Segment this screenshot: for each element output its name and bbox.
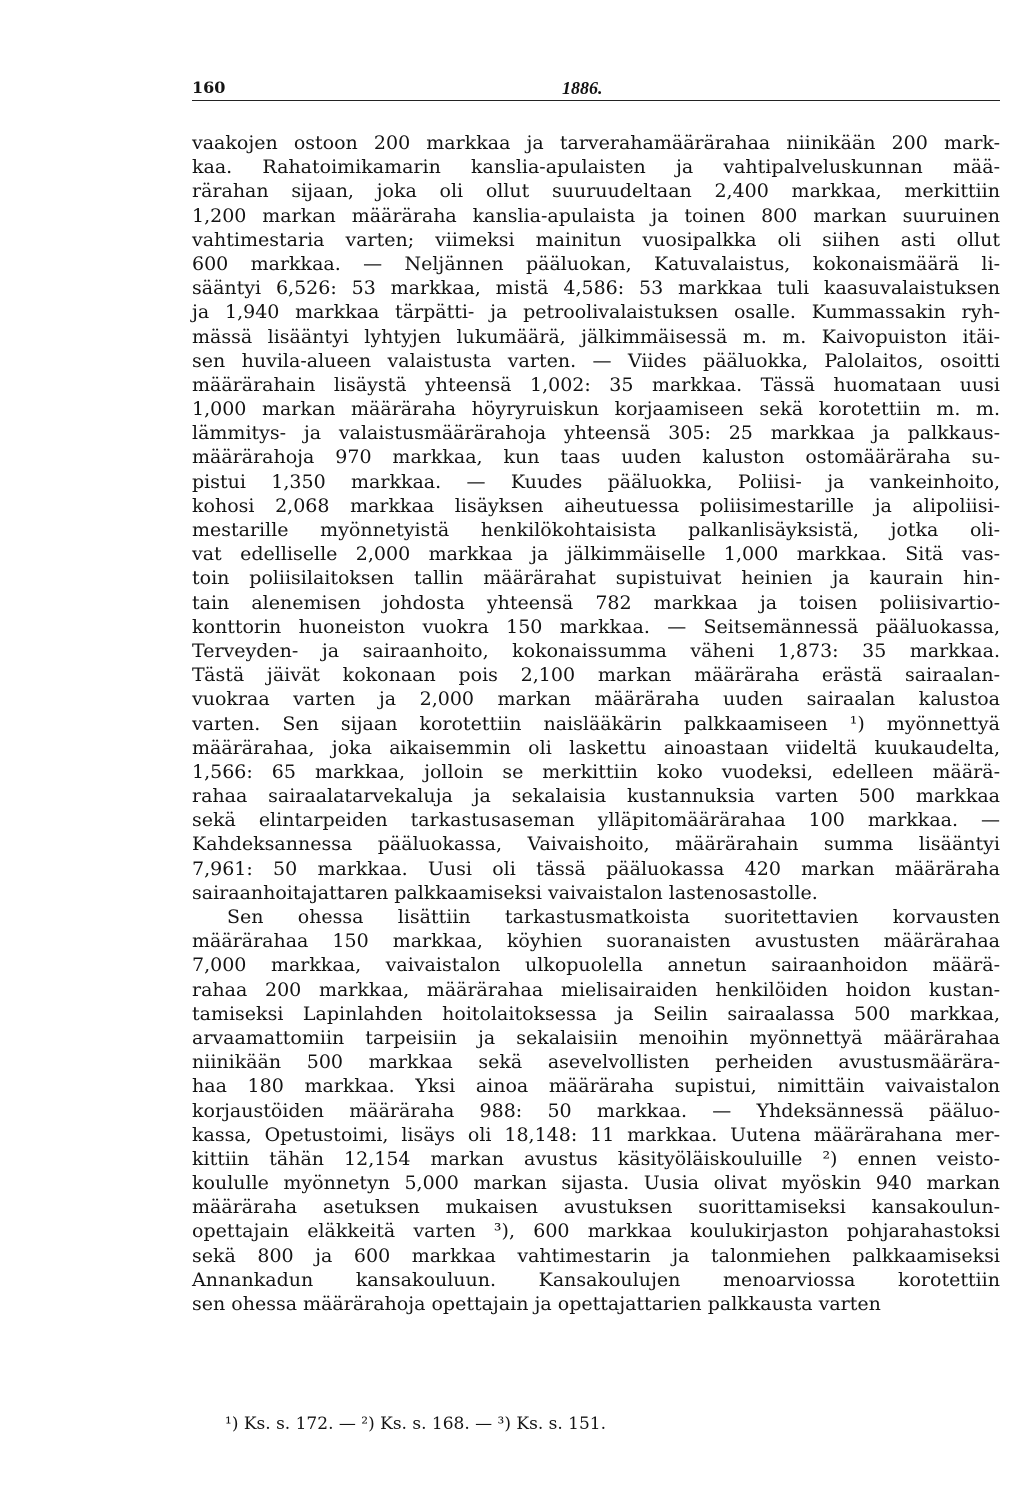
text-line: kaa. Rahatoimikamarin kanslia-apulaisten ja vahtipalveluskunnan mää- (192, 156, 1000, 179)
text-line: 1,200 markan määräraha kanslia-apulaista ja toinen 800 markan suuruinen (192, 204, 1000, 227)
text-line: konttorin huoneiston vuokra 150 markkaa. — Seitsemännessä pääluokassa, (192, 615, 1000, 638)
text-line: sääntyi 6,526: 53 markkaa, mistä 4,586: 53 markkaa tuli kaasuvalaistuksen (192, 277, 1000, 300)
text-line: määrärahoja 970 markkaa, kun taas uuden kaluston ostomääräraha su- (192, 446, 1000, 469)
text-line: sen huvila-alueen valaistusta varten. — Viides pääluokka, Palolaitos, osoitti (192, 349, 1000, 372)
text-line: opettajain eläkkeitä varten ³), 600 markkaa koulukirjaston pohjarahastoksi (192, 1220, 1000, 1243)
text-line: Tästä jäivät kokonaan pois 2,100 markan määräraha erästä sairaalan- (192, 664, 1000, 687)
text-line: tamiseksi Lapinlahden hoitolaitoksessa ja Seilin sairaalassa 500 markkaa, (192, 1002, 1000, 1025)
text-line: korjaustöiden määräraha 988: 50 markkaa. — Yhdeksännessä pääluo- (192, 1099, 1000, 1122)
text-line: vuokraa varten ja 2,000 markan määräraha uuden sairaalan kalustoa (192, 688, 1000, 711)
text-line: Kahdeksannessa pääluokassa, Vaivaishoito, määrärahain summa lisääntyi (192, 833, 1000, 856)
text-line: 1,000 markan määräraha höyryruiskun korjaamiseen sekä korotettiin m. m. (192, 398, 1000, 421)
text-line: sekä 800 ja 600 markkaa vahtimestarin ja talonmiehen palkkaamiseksi (192, 1244, 1000, 1267)
text-line: varten. Sen sijaan korotettiin naislääkärin palkkaamiseen ¹) myönnettyä (192, 712, 1000, 735)
footnotes: ¹) Ks. s. 172. — ²) Ks. s. 168. — ³) Ks. s. 151. (225, 1414, 607, 1434)
text-line: kassa, Opetustoimi, lisäys oli 18,148: 11 markkaa. Uutena määrärahana mer- (192, 1123, 1000, 1146)
text-line: mestarille myönnetyistä henkilökohtaisista palkanlisäyksistä, jotka oli- (192, 519, 1000, 541)
body-text (192, 131, 1000, 1316)
text-line: rahaa 200 markkaa, määrärahaa mielisairaiden henkilöiden hoidon kustan- (192, 978, 1000, 1001)
page-number: 160 (192, 78, 226, 97)
text-line: 7,961: 50 markkaa. Uusi oli tässä pääluokassa 420 markan määräraha (192, 857, 1000, 880)
text-line: niinikään 500 markkaa sekä asevelvollisten perheiden avustusmäärära- (192, 1051, 1000, 1074)
text-line: kittiin tähän 12,154 markan avustus käsityöläiskouluille ²) ennen veisto- (192, 1147, 1000, 1170)
text-line: toin poliisilaitoksen tallin määrärahat supistuivat heinien ja kaurain hin- (192, 567, 1000, 590)
text-line: rärahan sijaan, joka oli ollut suuruudeltaan 2,400 markkaa, merkittiin (192, 180, 1000, 203)
text-line: arvaamattomiin tarpeisiin ja sekalaisiin menoihin myönnettyä määrärahaa (192, 1026, 1000, 1049)
running-head-year: 1886. (562, 78, 603, 98)
text-line: sen ohessa määrärahoja opettajain ja opettajattarien palkkausta varten (192, 1293, 881, 1315)
text-line: pistui 1,350 markkaa. — Kuudes pääluokka, Poliisi- ja vankeinhoito, (192, 470, 1000, 493)
text-line: määrärahain lisäystä yhteensä 1,002: 35 markkaa. Tässä huomataan uusi (192, 373, 1000, 396)
page-header (192, 78, 1000, 101)
text-line: tain alenemisen johdosta yhteensä 782 markkaa ja toisen poliisivartio- (192, 591, 1000, 614)
text-line: ja 1,940 markkaa tärpätti- ja petroolivalaistuksen osalle. Kummassakin ryh- (192, 301, 1000, 324)
text-line: lämmitys- ja valaistusmäärärahoja yhteensä 305: 25 markkaa ja palkkaus- (192, 422, 1000, 445)
text-line: 600 markkaa. — Neljännen pääluokan, Katuvalaistus, kokonaismäärä li- (192, 252, 1000, 275)
text-line: 7,000 markkaa, vaivaistalon ulkopuolella annetun sairaanhoidon määrä- (192, 954, 1000, 977)
text-line: määrärahaa 150 markkaa, köyhien suoranaisten avustusten määrärahaa (192, 930, 1000, 953)
text-line: sairaanhoitajattaren palkkaamiseksi vaivaistalon lastenosastolle. (192, 881, 818, 904)
text-line: Annankadun kansakouluun. Kansakoulujen menoarviossa korotettiin (192, 1268, 1000, 1291)
text-line: 1,566: 65 markkaa, jolloin se merkittiin koko vuodeksi, edelleen määrä- (192, 760, 1000, 783)
text-line: Sen ohessa lisättiin tarkastusmatkoista suoritettavien korvausten (227, 906, 1000, 928)
text-line: haa 180 markkaa. Yksi ainoa määräraha supistui, nimittäin vaivaistalon (192, 1075, 1000, 1098)
text-line: rahaa sairaalatarvekaluja ja sekalaisia kustannuksia varten 500 markkaa (192, 785, 1000, 808)
text-line: sekä elintarpeiden tarkastusaseman ylläpitomäärärahaa 100 markkaa. — (192, 809, 1000, 832)
text-line: vaakojen ostoon 200 markkaa ja tarverahamäärärahaa niinikään 200 mark- (192, 132, 1000, 154)
text-line: määrärahaa, joka aikaisemmin oli laskettu ainoastaan viideltä kuukaudelta, (192, 736, 1000, 759)
text-line: määräraha asetuksen mukaisen avustuksen suorittamiseksi kansakoulun- (192, 1196, 1000, 1219)
text-line: Terveyden- ja sairaanhoito, kokonaissumma väheni 1,873: 35 markkaa. (192, 639, 1000, 662)
text-line: kohosi 2,068 markkaa lisäyksen aiheutuessa poliisimestarille ja alipoliisi- (192, 494, 1000, 517)
text-line: koululle myönnetyn 5,000 markan sijasta. Uusia olivat myöskin 940 markan (192, 1172, 1000, 1195)
text-line: mässä lisääntyi lyhtyjen lukumäärä, jälkimmäisessä m. m. Kaivopuiston itäi- (192, 325, 1000, 348)
text-line: vahtimestaria varten; viimeksi mainitun vuosipalkka oli siihen asti ollut (192, 228, 1000, 251)
text-line: vat edelliselle 2,000 markkaa ja jälkimmäiselle 1,000 markkaa. Sitä vas- (192, 543, 1000, 566)
